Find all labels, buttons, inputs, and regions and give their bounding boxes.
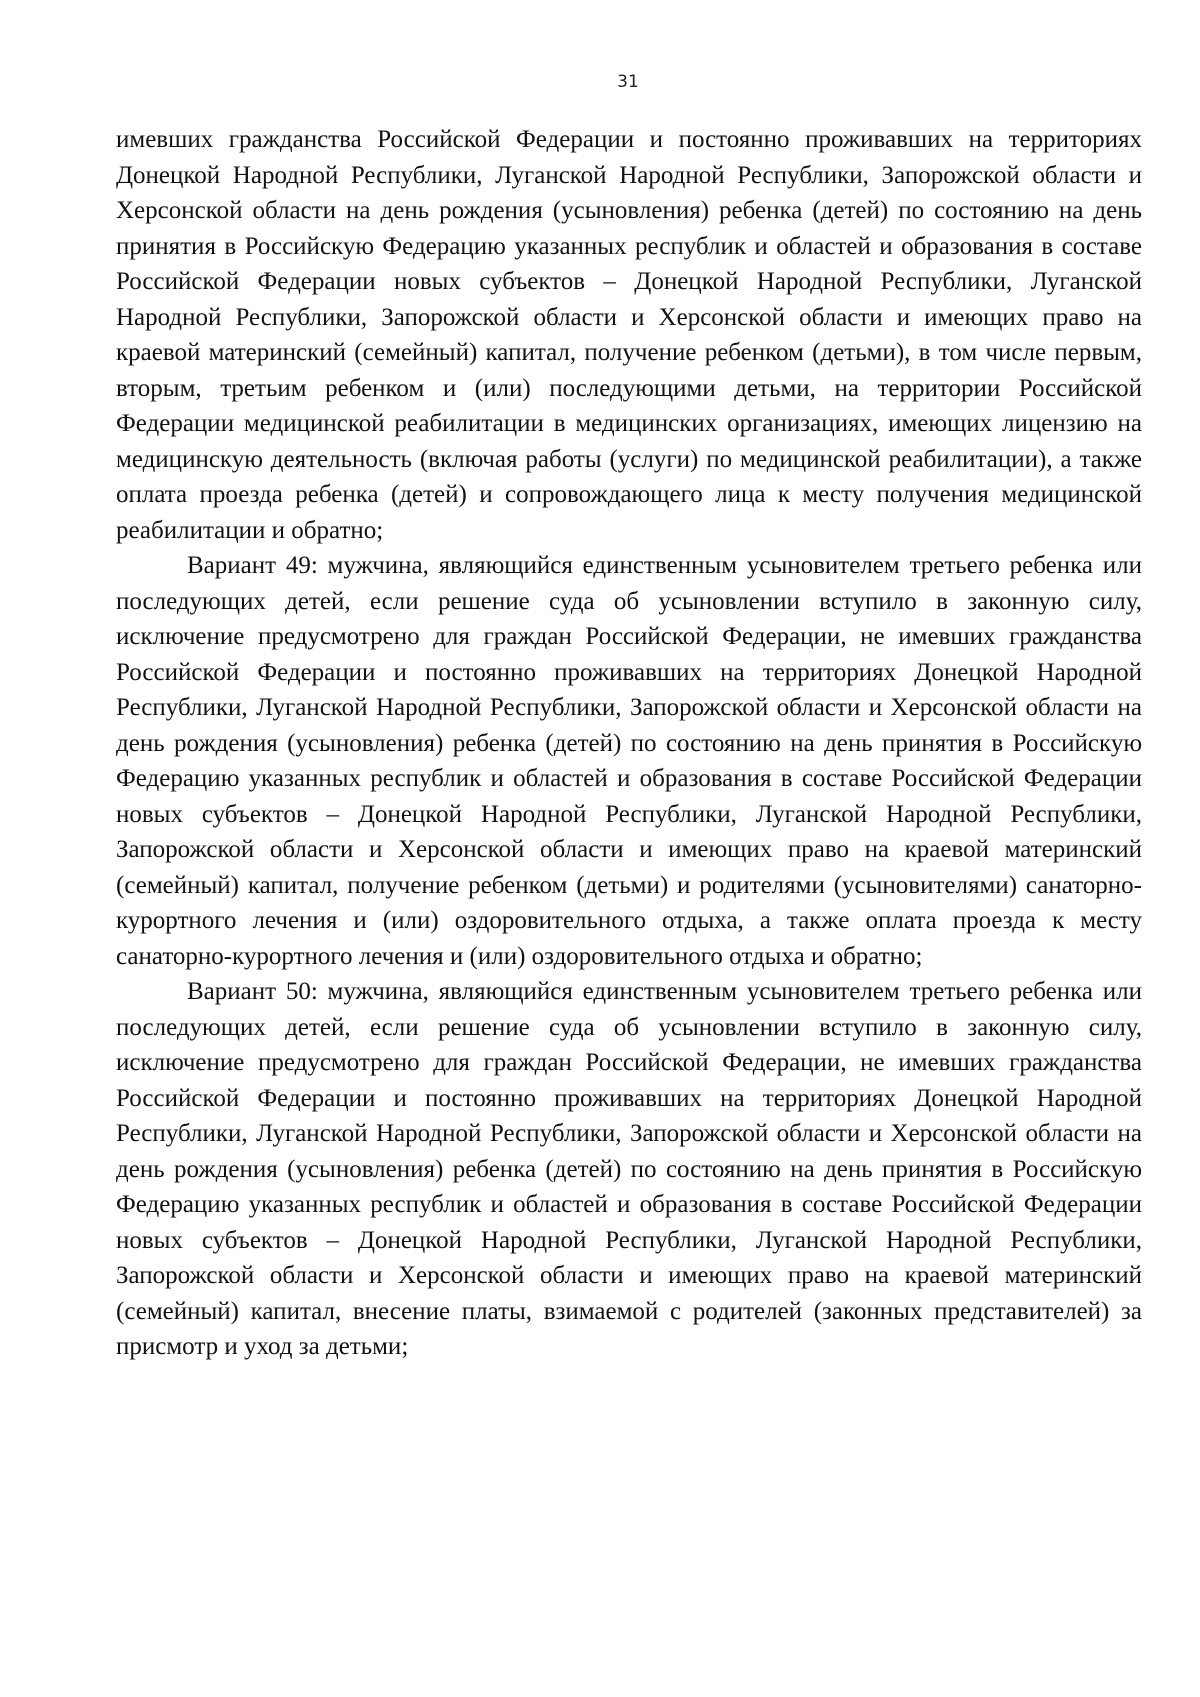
document-body <box>116 122 1142 1365</box>
paragraph-variant-49: Вариант 49: мужчина, являющийся единственным усыновителем третьего ребенка или последующих детей, если решение суда об усыновлении вступило в законную силу, исключение предусмотрено для граждан Российской Федерации, не имевших гражданства Российской Федерации и постоянно проживавших на территориях Донецкой Народной Республики, Луганской Народной Республики, Запорожской области и Херсонской области на день рождения (усыновления) ребенка (детей) по состоянию на день принятия в Российскую Федерацию указанных республик и областей и образования в составе Российской Федерации новых субъектов – Донецкой Народной Республики, Луганской Народной Республики, Запорожской области и Херсонской области и имеющих право на краевой материнский (семейный) капитал, получение ребенком (детьми) и родителями (усыновителями) санаторно-курортного лечения и (или) оздоровительного отдыха, а также оплата проезда к месту санаторно-курортного лечения и (или) оздоровительного отдыха и обратно; <box>116 552 1142 970</box>
paragraph-variant-50: Вариант 50: мужчина, являющийся единственным усыновителем третьего ребенка или последующих детей, если решение суда об усыновлении вступило в законную силу, исключение предусмотрено для граждан Российской Федерации, не имевших гражданства Российской Федерации и постоянно проживавших на территориях Донецкой Народной Республики, Луганской Народной Республики, Запорожской области и Херсонской области на день рождения (усыновления) ребенка (детей) по состоянию на день принятия в Российскую Федерацию указанных республик и областей и образования в составе Российской Федерации новых субъектов – Донецкой Народной Республики, Луганской Народной Республики, Запорожской области и Херсонской области и имеющих право на краевой материнский (семейный) капитал, внесение платы, взимаемой с родителей (законных представителей) за присмотр и уход за детьми; <box>116 978 1142 1360</box>
paragraph-continuation: имевших гражданства Российской Федерации и постоянно проживавших на территориях Донецкой Народной Республики, Луганской Народной Республики, Запорожской области и Херсонской области на день рождения (усыновления) ребенка (детей) по состоянию на день принятия в Российскую Федерацию указанных республик и областей и образования в составе Российской Федерации новых субъектов – Донецкой Народной Республики, Луганской Народной Республики, Запорожской области и Херсонской области и имеющих право на краевой материнский (семейный) капитал, получение ребенком (детьми), в том числе первым, вторым, третьим ребенком и (или) последующими детьми, на территории Российской Федерации медицинской реабилитации в медицинских организациях, имеющих лицензию на медицинскую деятельность (включая работы (услуги) по медицинской реабилитации), а также оплата проезда ребенка (детей) и сопровождающего лица к месту получения медицинской реабилитации и обратно; <box>116 126 1142 544</box>
page-number: 31 <box>617 72 639 92</box>
